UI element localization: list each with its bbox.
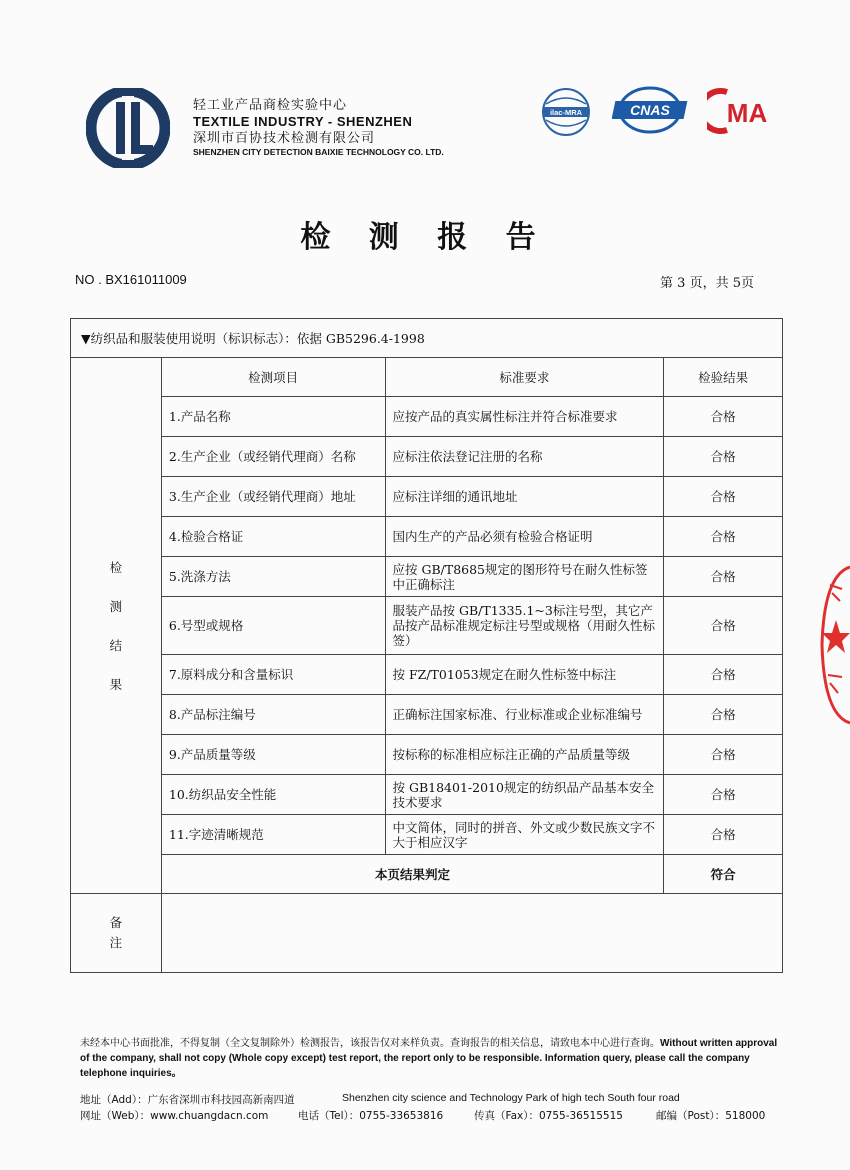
- row-requirement: 服装产品按 GB/T1335.1~3标注号型，其它产品按产品标准规定标注号型或规格（用耐久性标签）: [385, 597, 664, 655]
- header-requirement: 标准要求: [385, 358, 664, 397]
- cnas-mark-icon: [612, 84, 688, 136]
- table-row: [71, 397, 783, 437]
- address-cn: 地址（Add）：广东省深圳市科技园高新南四道: [80, 1094, 295, 1106]
- table-row: [71, 655, 783, 695]
- row-requirement: 按标称的标准相应标注正确的产品质量等级: [385, 735, 664, 775]
- remark-row: [71, 894, 783, 973]
- fax: 传真（Fax）：0755-36515515: [474, 1110, 623, 1122]
- table-row: [71, 517, 783, 557]
- remark-content: [161, 894, 782, 973]
- red-seal-fragment-icon: [818, 565, 850, 725]
- section-title: ▼纺织品和服装使用说明（标识标志）：依据 GB5296.4-1998: [71, 319, 783, 358]
- row-item: 1.产品名称: [161, 397, 385, 437]
- row-item: 9.产品质量等级: [161, 735, 385, 775]
- row-result: 合格: [664, 437, 783, 477]
- cma-mark-icon: [707, 86, 773, 136]
- company-logo-icon: [86, 88, 170, 168]
- row-requirement: 中文简体，同时的拼音、外文或少数民族文字不大于相应汉字: [385, 815, 664, 855]
- company-name-cn: 深圳市百协技术检测有限公司: [193, 130, 376, 146]
- row-requirement: 应标注依法登记注册的名称: [385, 437, 664, 477]
- table-row: [71, 557, 783, 597]
- row-result: 合格: [664, 735, 783, 775]
- org-name-cn: 轻工业产品商检实验中心: [193, 98, 348, 113]
- row-item: 10.纺织品安全性能: [161, 775, 385, 815]
- row-item: 2.生产企业（或经销代理商）名称: [161, 437, 385, 477]
- header-result: 检验结果: [664, 358, 783, 397]
- cma-text: MA: [726, 98, 768, 128]
- footer-notice: [80, 1036, 780, 1081]
- summary-value: 符合: [664, 855, 783, 894]
- row-result: 合格: [664, 695, 783, 735]
- side-label-results: 检 测 结 果: [71, 358, 162, 894]
- report-number: NO . BX161011009: [75, 272, 187, 287]
- row-result: 合格: [664, 517, 783, 557]
- row-result: 合格: [664, 655, 783, 695]
- table-row: [71, 695, 783, 735]
- postcode: 邮编（Post）：518000: [656, 1110, 766, 1122]
- inspection-results-table: [70, 318, 783, 973]
- report-title: 检 测 报 告: [300, 220, 550, 255]
- address-en: Shenzhen city science and Technology Park of high tech South four road: [342, 1092, 680, 1104]
- row-item: 8.产品标注编号: [161, 695, 385, 735]
- row-item: 11.字迹清晰规范: [161, 815, 385, 855]
- notice-en: Without written approval of the company, shall not copy (Whole copy except) test report, the report only to be responsible. Information query, please call the company telephone inquiries。: [80, 1038, 778, 1079]
- table-row: [71, 815, 783, 855]
- row-result: 合格: [664, 597, 783, 655]
- row-item: 6.号型或规格: [161, 597, 385, 655]
- remark-label: 备 注: [71, 894, 162, 973]
- table-row: [71, 775, 783, 815]
- header-item: 检测项目: [161, 358, 385, 397]
- row-requirement: 国内生产的产品必须有检验合格证明: [385, 517, 664, 557]
- table-row: [71, 477, 783, 517]
- row-requirement: 应按产品的真实属性标注并符合标准要求: [385, 397, 664, 437]
- cnas-text: CNAS: [630, 102, 670, 118]
- row-item: 4.检验合格证: [161, 517, 385, 557]
- page-indicator: 第 3 页，共 5页: [660, 276, 754, 291]
- row-result: 合格: [664, 397, 783, 437]
- row-item: 7.原料成分和含量标识: [161, 655, 385, 695]
- company-name-en: SHENZHEN CITY DETECTION BAIXIE TECHNOLOGY CO. LTD.: [193, 146, 444, 157]
- website: 网址（Web）：www.chuangdacn.com: [80, 1110, 269, 1122]
- row-result: 合格: [664, 477, 783, 517]
- notice-cn: 未经本中心书面批准，不得复制（全文复制除外）检测报告，该报告仅对来样负责。查询报告的相关信息，请致电本中心进行查询。: [80, 1038, 660, 1049]
- telephone: 电话（Tel）：0755-33653816: [298, 1110, 444, 1122]
- row-requirement: 正确标注国家标准、行业标准或企业标准编号: [385, 695, 664, 735]
- ilac-text: ilac-MRA: [549, 108, 583, 117]
- row-requirement: 应按 GB/T8685规定的图形符号在耐久性标签中正确标注: [385, 557, 664, 597]
- org-name-en: TEXTILE INDUSTRY - SHENZHEN: [193, 114, 413, 130]
- table-row: [71, 437, 783, 477]
- ilac-mra-mark-icon: [538, 86, 594, 138]
- table-row: [71, 735, 783, 775]
- summary-row: [71, 855, 783, 894]
- row-result: 合格: [664, 557, 783, 597]
- row-item: 3.生产企业（或经销代理商）地址: [161, 477, 385, 517]
- row-result: 合格: [664, 775, 783, 815]
- row-item: 5.洗涤方法: [161, 557, 385, 597]
- summary-label: 本页结果判定: [161, 855, 663, 894]
- row-requirement: 按 FZ/T01053规定在耐久性标签中标注: [385, 655, 664, 695]
- row-result: 合格: [664, 815, 783, 855]
- row-requirement: 按 GB18401-2010规定的纺织品产品基本安全技术要求: [385, 775, 664, 815]
- organization-block: [193, 98, 444, 157]
- table-row: [71, 597, 783, 655]
- row-requirement: 应标注详细的通讯地址: [385, 477, 664, 517]
